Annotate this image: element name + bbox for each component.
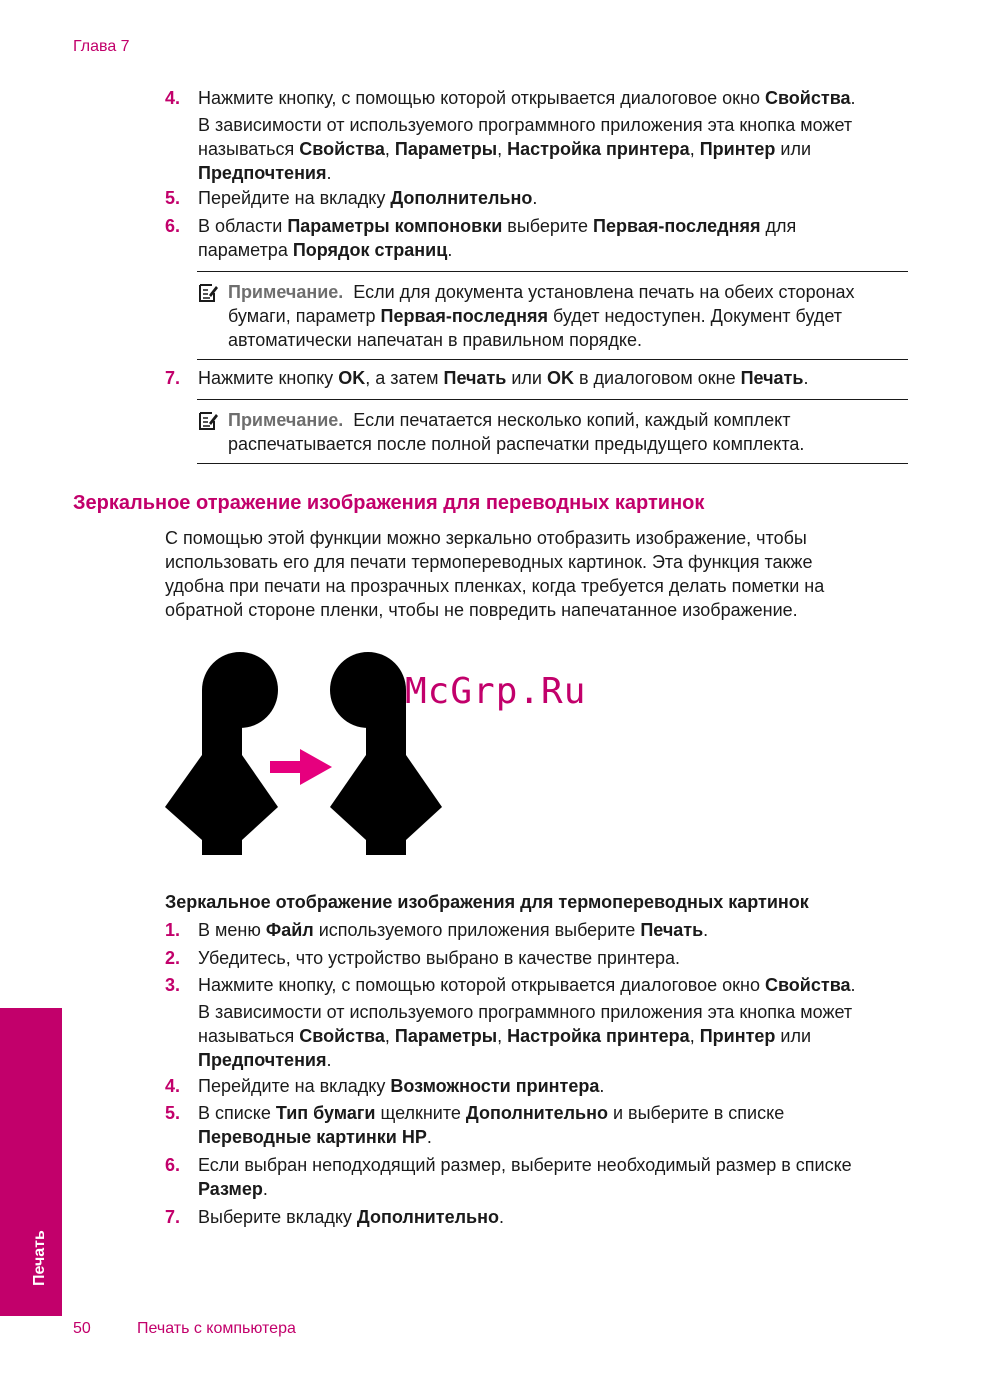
note-title: Примечание.	[228, 410, 344, 430]
arrow-icon	[270, 749, 332, 785]
note-text	[228, 272, 908, 359]
step-note-paragraph	[198, 1000, 910, 1072]
step-line: Предпочтения.	[198, 163, 332, 183]
page-number: 50	[73, 1320, 91, 1337]
procedure-step-1	[165, 918, 910, 942]
procedure-steps-2	[165, 946, 910, 970]
step-note-paragraph	[198, 113, 910, 185]
step-number: 6.	[165, 1155, 181, 1175]
note-line: распечатывается после полной распечатки предыдущего комплекта.	[228, 434, 805, 454]
steps-top	[165, 86, 910, 185]
step-line: Выберите вкладку Дополнительно.	[198, 1207, 504, 1227]
step-number: 7.	[165, 368, 181, 388]
step-line: Переводные картинки HP.	[198, 1127, 432, 1147]
note-title: Примечание.	[228, 282, 344, 302]
step-line: В зависимости от используемого программного приложения эта кнопка может	[198, 115, 853, 135]
step-number: 3.	[165, 975, 181, 995]
note-icon	[197, 410, 219, 432]
intro-line: обратной стороне пленки, чтобы не повредить напечатанное изображение.	[165, 600, 798, 620]
step-number: 4.	[165, 88, 181, 108]
steps-top-5	[165, 186, 910, 210]
step-line: Убедитесь, что устройство выбрано в качестве принтера.	[198, 948, 680, 968]
step-line: Перейдите на вкладку Возможности принтера.	[198, 1076, 605, 1096]
note-text	[228, 400, 908, 463]
step-line: В зависимости от используемого программного приложения эта кнопка может	[198, 1002, 853, 1022]
note-line: бумаги, параметр Первая-последняя будет недоступен. Документ будет	[228, 306, 843, 326]
step-line: Перейдите на вкладку Дополнительно.	[198, 188, 538, 208]
step-line: Размер.	[198, 1179, 268, 1199]
step-4	[165, 86, 910, 185]
procedure-steps-7	[165, 1205, 910, 1229]
side-tab	[0, 1008, 62, 1316]
procedure-step-5	[165, 1101, 910, 1149]
step-7	[165, 366, 910, 390]
procedure-step-7	[165, 1205, 910, 1229]
side-tab-label: Печать	[31, 1230, 48, 1286]
step-number: 5.	[165, 1103, 181, 1123]
procedure-steps-5	[165, 1101, 910, 1149]
step-number: 7.	[165, 1207, 181, 1227]
footer-text: Печать с компьютера	[137, 1320, 296, 1337]
step-number: 5.	[165, 188, 181, 208]
watermark: McGrp.Ru	[405, 671, 587, 712]
step-line: В области Параметры компоновки выберите Первая-последняя для	[198, 216, 797, 236]
note-line: Если печатается несколько копий, каждый комплект	[353, 410, 791, 430]
intro-line: использовать его для печати термопереводных картинок. Эта функция также	[165, 552, 813, 572]
step-line: Если выбран неподходящий размер, выберите необходимый размер в списке	[198, 1155, 852, 1175]
note-icon	[197, 282, 219, 304]
steps-top-7	[165, 366, 910, 390]
step-line: называться Свойства, Параметры, Настройка принтера, Принтер или	[198, 1026, 812, 1046]
step-number: 6.	[165, 216, 181, 236]
procedure-steps-3	[165, 973, 910, 1072]
note-line: автоматически напечатан в правильном порядке.	[228, 330, 642, 350]
step-line: называться Свойства, Параметры, Настройка принтера, Принтер или	[198, 139, 812, 159]
section-title: Зеркальное отражение изображения для переводных картинок	[73, 492, 705, 514]
section-intro	[165, 526, 910, 622]
step-line: В списке Тип бумаги щелкните Дополнительно и выберите в списке	[198, 1103, 785, 1123]
step-line: Нажмите кнопку, с помощью которой открывается диалоговое окно Свойства.	[198, 88, 856, 108]
step-5	[165, 186, 910, 210]
original-shape	[165, 652, 278, 855]
note-box	[197, 271, 908, 360]
procedure-step-3	[165, 973, 910, 1072]
procedure-steps	[165, 918, 910, 942]
step-number: 4.	[165, 1076, 181, 1096]
procedure-step-2	[165, 946, 910, 970]
step-line: Нажмите кнопку OK, а затем Печать или OK в диалоговом окне Печать.	[198, 368, 809, 388]
step-6	[165, 214, 910, 262]
step-number: 1.	[165, 920, 181, 940]
steps-top-6	[165, 214, 910, 262]
chapter-label: Глава 7	[73, 38, 130, 55]
step-line: В меню Файл используемого приложения выберите Печать.	[198, 920, 709, 940]
procedure-steps-6	[165, 1153, 910, 1201]
procedure-steps-4	[165, 1074, 910, 1098]
note-box	[197, 399, 908, 464]
note-line: Если для документа установлена печать на обеих сторонах	[353, 282, 855, 302]
intro-line: удобна при печати на прозрачных пленках, когда требуется делать пометки на	[165, 576, 825, 596]
step-number: 2.	[165, 948, 181, 968]
procedure-title: Зеркальное отображение изображения для термопереводных картинок	[165, 892, 809, 912]
step-line: Предпочтения.	[198, 1050, 332, 1070]
step-line: параметра Порядок страниц.	[198, 240, 453, 260]
procedure-step-4	[165, 1074, 910, 1098]
intro-line: С помощью этой функции можно зеркально отобразить изображение, чтобы	[165, 528, 807, 548]
procedure-step-6	[165, 1153, 910, 1201]
step-line: Нажмите кнопку, с помощью которой открывается диалоговое окно Свойства.	[198, 975, 856, 995]
